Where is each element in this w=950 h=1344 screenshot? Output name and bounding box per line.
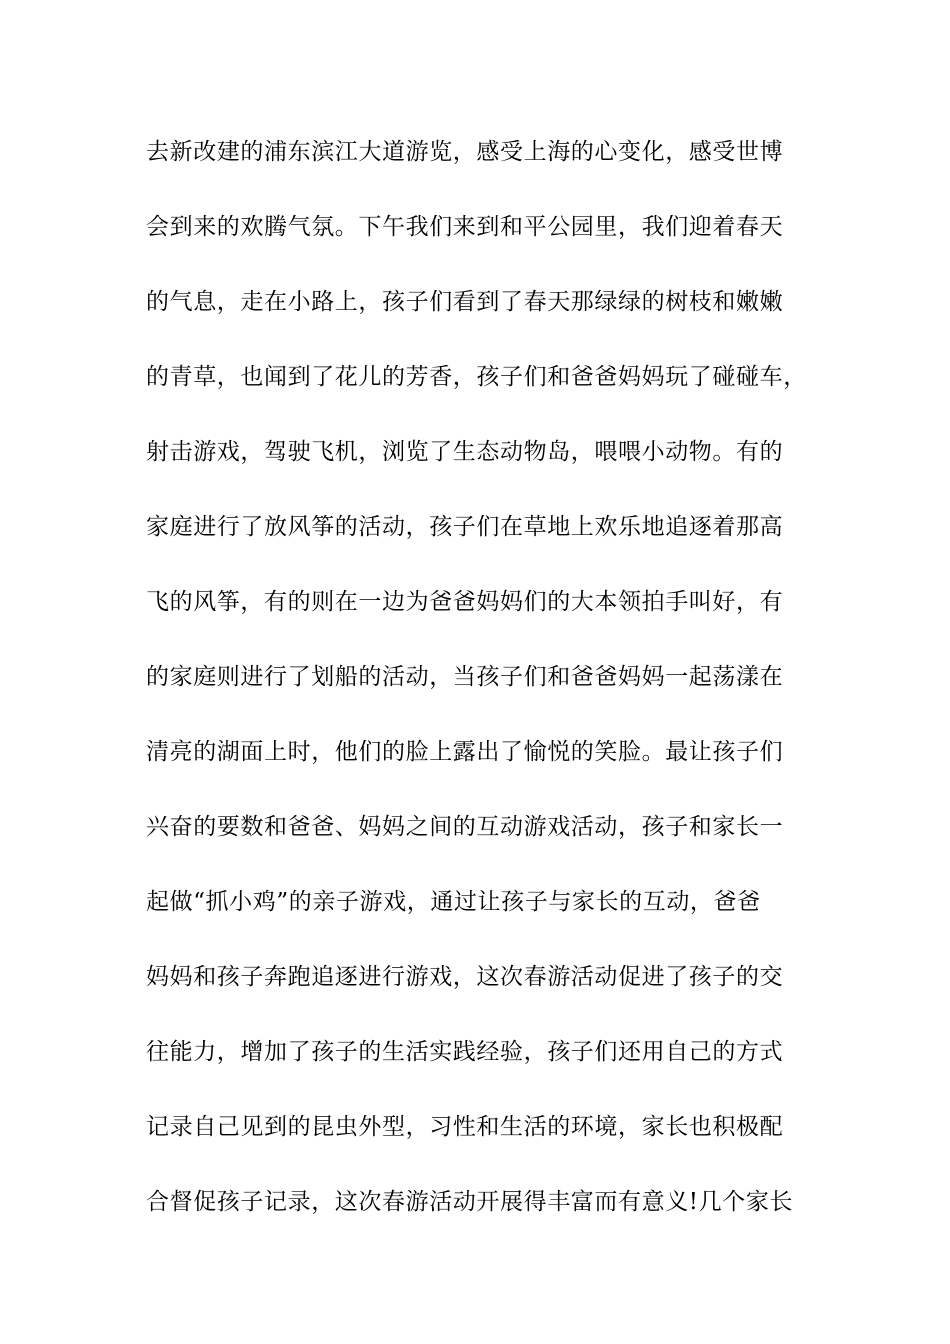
text-line: 的家庭则进行了划船的活动，当孩子们和爸爸妈妈一起荡漾在 [146,664,784,690]
text-line: 妈妈和孩子奔跑追逐进行游戏，这次春游活动促进了孩子的交 [146,964,784,990]
text-line: 合督促孩子记录，这次春游活动开展得丰富而有意义!几个家长 [146,1189,794,1215]
text-line: 起做“抓小鸡”的亲子游戏，通过让孩子与家长的互动，爸爸 [146,889,761,915]
text-line: 记录自己见到的昆虫外型，习性和生活的环境，家长也积极配 [146,1114,784,1140]
text-line: 去新改建的浦东滨江大道游览，感受上海的心变化，感受世博 [146,139,784,165]
text-line: 家庭进行了放风筝的活动，孩子们在草地上欢乐地追逐着那高 [146,514,784,540]
text-line: 清亮的湖面上时，他们的脸上露出了愉悦的笑脸。最让孩子们 [146,739,784,765]
body-text [146,133,836,1258]
text-line: 的青草，也闻到了花儿的芳香，孩子们和爸爸妈妈玩了碰碰车， [146,364,807,390]
text-line: 飞的风筝，有的则在一边为爸爸妈妈们的大本领拍手叫好，有 [146,589,784,615]
text-line: 往能力，增加了孩子的生活实践经验，孩子们还用自己的方式 [146,1039,784,1065]
text-line: 兴奋的要数和爸爸、妈妈之间的互动游戏活动，孩子和家长一 [146,814,784,840]
text-line: 会到来的欢腾气氛。下午我们来到和平公园里，我们迎着春天 [146,214,784,240]
text-line: 射击游戏，驾驶飞机，浏览了生态动物岛，喂喂小动物。有的 [146,439,784,465]
text-line: 的气息，走在小路上，孩子们看到了春天那绿绿的树枝和嫩嫩 [146,289,784,315]
